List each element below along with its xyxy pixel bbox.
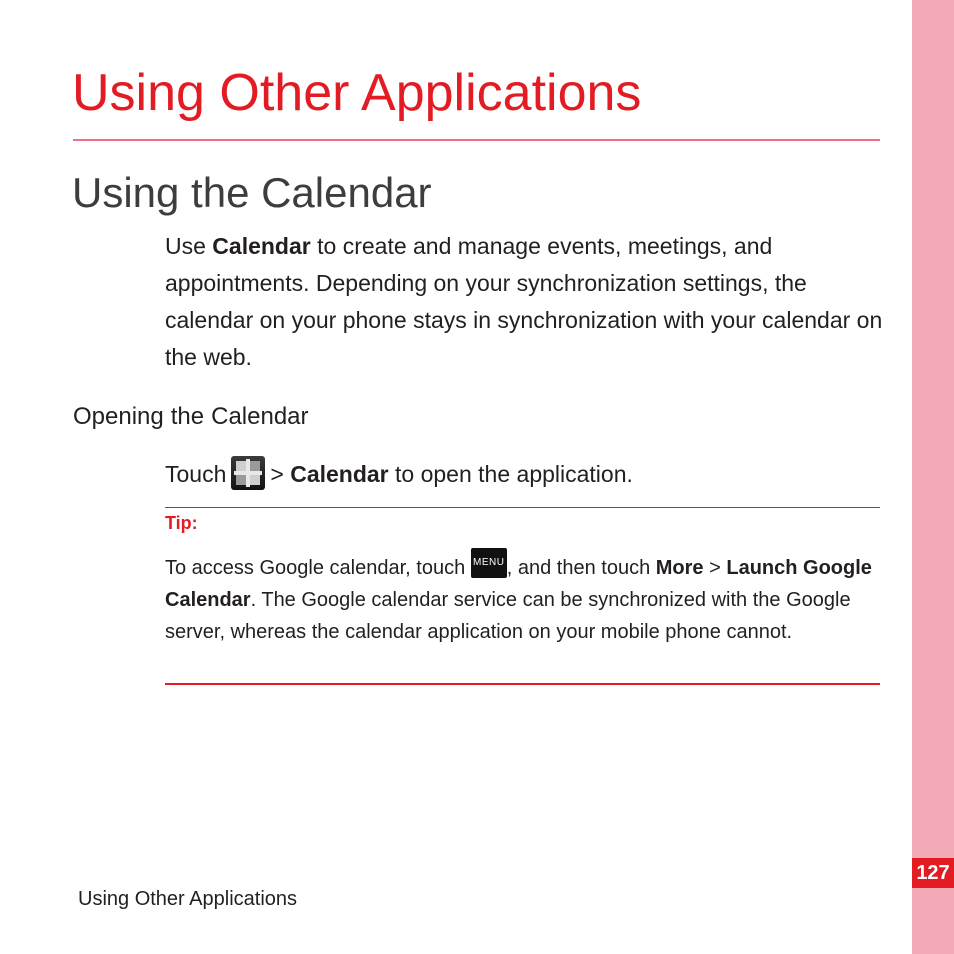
instruction-step bbox=[165, 456, 633, 492]
menu-key-icon: MENU bbox=[471, 548, 507, 578]
side-tab-strip bbox=[912, 0, 954, 954]
footer-chapter-name: Using Other Applications bbox=[78, 888, 298, 910]
step-touch: Touch bbox=[165, 461, 227, 487]
intro-suffix: to create and manage events, meetings, and appointments. Depending on your synchronization settings, the calendar on your phone stays in synchronization with your calendar on the web. bbox=[165, 233, 883, 370]
tip-bottom-divider bbox=[165, 683, 880, 685]
intro-paragraph bbox=[165, 228, 885, 376]
tip-launch-bold: Launch Google Calendar bbox=[165, 557, 872, 611]
chapter-title: Using Other Applications bbox=[72, 64, 642, 122]
tip-sep: > bbox=[703, 557, 727, 579]
step-calendar-bold: Calendar bbox=[290, 461, 389, 487]
tip-part-2: , and then touch bbox=[506, 557, 656, 579]
step-suffix: to open the application. bbox=[388, 461, 633, 487]
subsection-title bbox=[73, 400, 309, 434]
tip-part-3: . The Google calendar service can be synchronized with the Google server, whereas the calendar application on your mobile phone cannot. bbox=[165, 589, 851, 643]
tip-text bbox=[165, 552, 881, 648]
title-divider bbox=[73, 139, 880, 141]
intro-calendar-bold: Calendar bbox=[212, 233, 311, 259]
step-separator: > bbox=[270, 461, 284, 487]
subsection-word-3: Calendar bbox=[211, 403, 309, 430]
intro-prefix: Use bbox=[165, 233, 213, 259]
section-title: Using the Calendar bbox=[72, 169, 432, 216]
tip-more-bold: More bbox=[655, 557, 704, 579]
page-number: 127 bbox=[912, 858, 954, 888]
tip-part-1: To access Google calendar, touch bbox=[165, 557, 471, 579]
subsection-word-1: Opening bbox=[73, 403, 164, 430]
subsection-word-2: the bbox=[170, 403, 205, 430]
apps-grid-icon bbox=[231, 456, 265, 490]
tip-top-divider bbox=[165, 507, 880, 508]
tip-label: Tip: bbox=[165, 513, 198, 533]
